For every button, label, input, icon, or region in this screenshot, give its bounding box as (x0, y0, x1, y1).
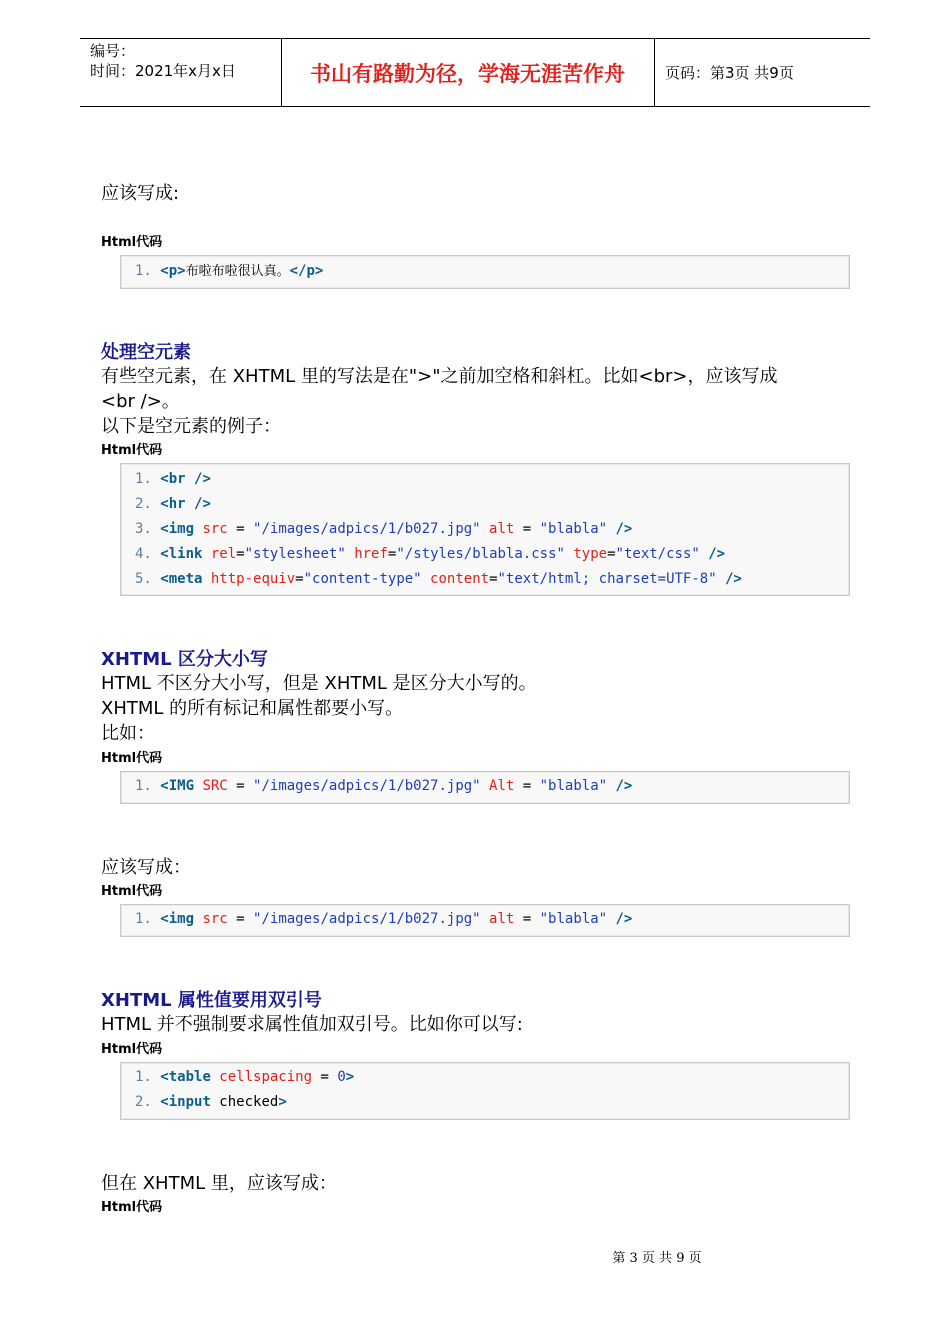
header-meta (90, 41, 236, 81)
code-line: 1. <br /> (135, 471, 211, 487)
page-footer: 第 3 页 共 9 页 (612, 1251, 702, 1266)
section-title-empty: 处理空元素 (101, 342, 191, 363)
quote-para-1: HTML 并不强制要求属性值加双引号。比如你可以写: (101, 1014, 523, 1035)
code-line: 1. <img src = "/images/adpics/1/b027.jpg" alt = "blabla" /> (135, 911, 633, 927)
header-page-info: 页码：第3页 共9页 (665, 64, 794, 82)
intro-text: 应该写成: (101, 183, 180, 204)
case-para-2: XHTML 的所有标记和属性都要小写。 (101, 698, 404, 719)
empty-para-3: 以下是空元素的例子： (101, 416, 281, 437)
code-block-2 (120, 463, 850, 596)
code-block-1 (120, 255, 850, 289)
number-label: 编号： (90, 42, 136, 60)
code-line: 5. <meta http-equiv="content-type" content="text/html; charset=UTF-8" /> (135, 571, 742, 587)
header-motto: 书山有路勤为径，学海无涯苦作舟 (310, 60, 625, 86)
code-block-5 (120, 1062, 850, 1120)
case-para-1: HTML 不区分大小写，但是 XHTML 是区分大小写的。 (101, 673, 537, 694)
section-title-case: XHTML 区分大小写 (101, 649, 268, 670)
code-line: 2. <hr /> (135, 496, 211, 512)
code-label: Html代码 (101, 1042, 163, 1057)
code-label: Html代码 (101, 443, 163, 458)
time-label: 时间：2021年x月x日 (90, 62, 236, 80)
code-line: 2. <input checked> (135, 1094, 287, 1110)
empty-para-2: <br />。 (101, 391, 180, 412)
code-label: Html代码 (101, 1200, 163, 1215)
code-label: Html代码 (101, 235, 163, 250)
header-divider (654, 39, 655, 106)
code-block-4 (120, 904, 850, 937)
code-line: 1. <p>布啦布啦很认真。</p> (135, 263, 324, 279)
code-line: 3. <img src = "/images/adpics/1/b027.jpg" alt = "blabla" /> (135, 521, 633, 537)
document-header (80, 38, 870, 107)
code-line: 1. <table cellspacing = 0> (135, 1069, 355, 1085)
quote-para-2: 但在 XHTML 里，应该写成： (101, 1173, 337, 1194)
case-para-3: 比如： (101, 723, 155, 744)
case-para-4: 应该写成： (101, 857, 191, 878)
empty-para-1: 有些空元素，在 XHTML 里的写法是在">"之前加空格和斜杠。比如<br>，应该写成 (101, 366, 778, 387)
code-label: Html代码 (101, 884, 163, 899)
section-title-quote: XHTML 属性值要用双引号 (101, 990, 322, 1011)
code-line: 4. <link rel="stylesheet" href="/styles/blabla.css" type="text/css" /> (135, 546, 726, 562)
code-line: 1. <IMG SRC = "/images/adpics/1/b027.jpg" Alt = "blabla" /> (135, 778, 633, 794)
code-label: Html代码 (101, 751, 163, 766)
code-block-3 (120, 771, 850, 804)
